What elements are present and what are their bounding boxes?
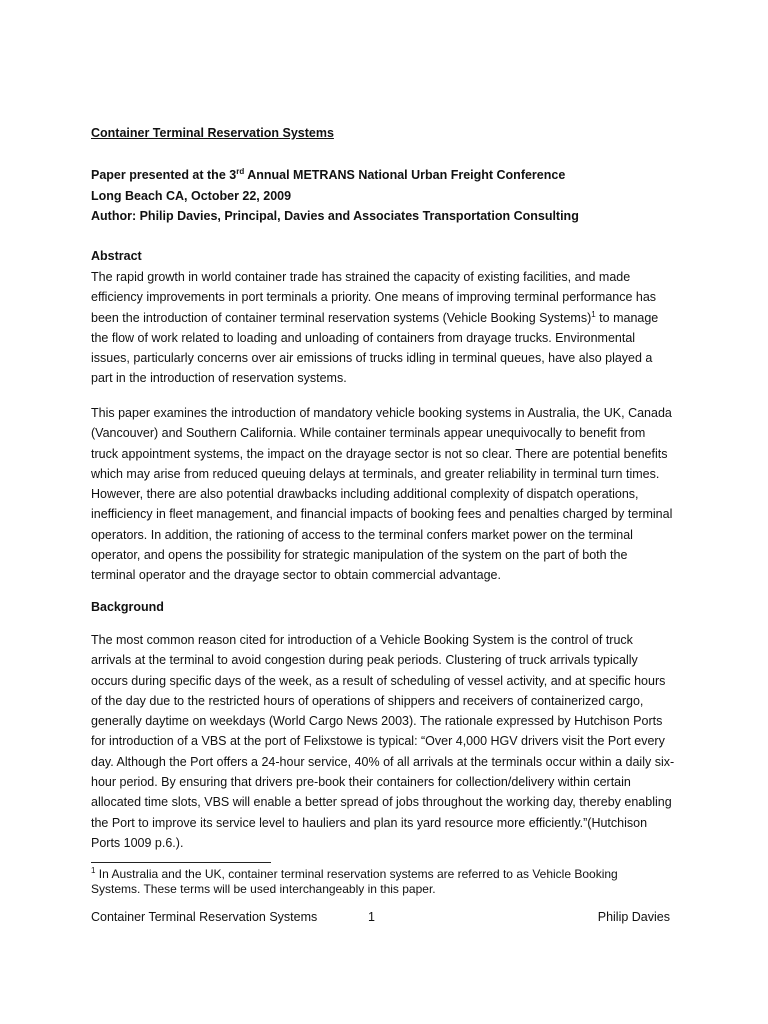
footnote-separator [91, 862, 271, 863]
location-date-line: Long Beach CA, October 22, 2009 [91, 188, 292, 203]
footer-author: Philip Davies [597, 910, 670, 924]
conference-line: Paper presented at the 3rd Annual METRANS National Urban Freight Conference [91, 167, 566, 182]
background-heading: Background [91, 600, 164, 614]
footnote: $^1$ In Australia and the UK, container terminal reservation systems are referred to as Vehicle Booking Systems. These terms will be used interchangeably in this paper. [91, 866, 618, 896]
author-line: Author: Philip Davies, Principal, Davies and Associates Transportation Consulting [91, 209, 579, 223]
page-footer [91, 910, 681, 926]
footnote-ref: 1 [591, 309, 596, 319]
document-title: Container Terminal Reservation Systems [91, 126, 334, 140]
abstract-paragraph-2: This paper examines the introduction of mandatory vehicle booking systems in Australia, the UK, Canada (Vancouver) and Southern California. While container terminals appear unequivocally to benefit from truck appointment systems, the impact on the drayage sector is not so clear. There are potential benefits which may arise from reduced queuing delays at terminals, and greater reliability in terminal turn times. However, there are also potential drawbacks including additional complexity of dispatch operations, inefficiency in fleet management, and financial impacts of booking fees and penalties charged by terminal operators. In addition, the rationing of access to the terminal confers market power on the terminal operator, and opens the possibility for strategic manipulation of the system on the part of both the terminal operator and the drayage sector to obtain commercial advantage. [91, 406, 673, 583]
abstract-paragraph-1: The rapid growth in world container trade has strained the capacity of existing facilities, and made efficiency improvements in port terminals a priority. One means of improving terminal performance has been the introduction of container terminal reservation systems (Vehicle Booking Systems)$^1$ to manage the flow of work related to loading and unloading of containers from drayage trucks. Environmental issues, particularly concerns over air emissions of trucks idling in terminal queues, have also played a part in the introduction of reservation systems. [91, 270, 659, 386]
paper-meta [91, 165, 579, 227]
background-paragraph-1: The most common reason cited for introduction of a Vehicle Booking System is the control of truck arrivals at the terminal to avoid congestion during peak periods. Clustering of truck arrivals typically occurs during specific days of the week, as a result of scheduling of vessel activity, and at specific hours of the day due to the restricted hours of operations of shippers and receivers of containerized cargo, generally daytime on weekdays (World Cargo News 2003). The rationale expressed by Hutchison Ports for introduction of a VBS at the port of Felixstowe is typical: “Over 4,000 HGV drivers visit the Port every day. Although the Port offers a 24-hour service, 40% of all arrivals at the terminals occur within a daily six- hour period. By ensuring that drivers pre-book their containers for collection/delivery within certain allocated time slots, VBS will enable a better spread of jobs throughout the working day, thereby enabling the Port to improve its service level to hauliers and plan its yard resource more efficiently.”(Hutchison Ports 1009 p.6.). [91, 633, 675, 850]
abstract-heading: Abstract [91, 249, 142, 263]
page-number: 1 [368, 910, 375, 924]
footer-title: Container Terminal Reservation Systems [91, 910, 318, 924]
